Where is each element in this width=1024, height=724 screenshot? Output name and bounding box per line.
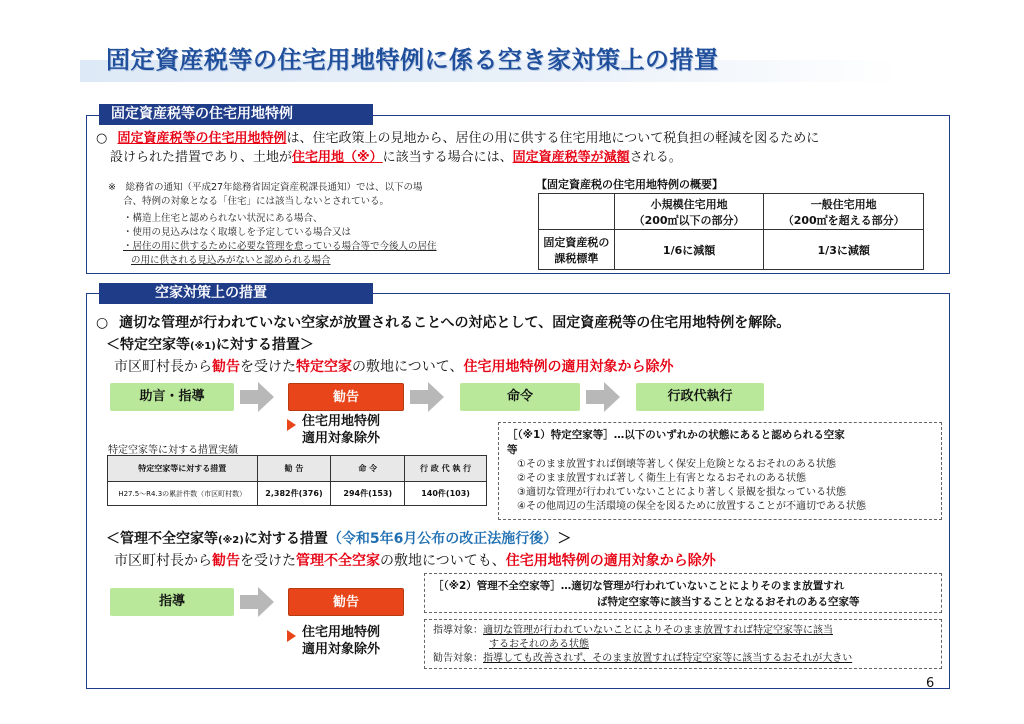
def-item: ④その他周辺の生活環境の保全を図るために放置することが不適切である状態 [517, 501, 866, 512]
stats-cell: H27.5～R4.3の累計件数（市区町村数） [108, 482, 258, 506]
line-highlight-exclude: 住宅用地特例の適用対象から除外 [463, 359, 674, 375]
def-title2: 等 [507, 444, 518, 456]
guidance-label: 勧告対象： [433, 653, 483, 664]
guidance-text: 指導しても改善されず、そのまま放置すれば特定空家等に該当するおそれが大きい [483, 653, 853, 664]
stats-cell: 140件(103) [405, 482, 487, 506]
line-text: 市区町村長から [114, 553, 212, 569]
overview-value-small: 1/6に減額 [614, 230, 764, 270]
flow-step-order: 命令 [460, 383, 580, 411]
kanri-heading [106, 528, 571, 548]
tokutei-heading-ref: (※1) [190, 341, 216, 352]
section1-intro-line1 [96, 130, 819, 148]
line-highlight-kankoku: 勧告 [212, 359, 240, 375]
line-highlight-kanri: 管理不全空家 [296, 553, 380, 569]
flow-step-guidance: 指導 [110, 588, 234, 616]
exclude-line2: 適用対象除外 [302, 431, 381, 446]
bullet: ○ [96, 131, 108, 146]
note-line: の用に供される見込みがないと認められる場合 [131, 255, 331, 266]
overview-col-small-area: （200㎡以下の部分） [633, 213, 745, 227]
intro-highlight-reduced: 固定資産税等が減額 [512, 150, 630, 165]
bullet: ○ [96, 315, 109, 331]
overview-col-general-label: 一般住宅用地 [810, 197, 877, 211]
tokutei-definition-box [498, 422, 942, 520]
guidance-text: 適切な管理が行われていないことによりそのまま放置すれば特定空家等に該当 [483, 625, 833, 636]
pointer-triangle-icon [287, 630, 296, 642]
overview-table [538, 193, 924, 270]
note-line: ・使用の見込みはなく取壊しを予定している場合又は [123, 227, 352, 238]
overview-row-header [539, 230, 615, 270]
flow-step-recommend: 勧告 [288, 588, 404, 616]
exclude-line1: 住宅用地特例 [302, 625, 381, 640]
intro-text: は、住宅政策上の見地から、居住の用に供する住宅用地について税負担の軽減を図るために [286, 131, 820, 146]
overview-col-small [614, 194, 764, 230]
stats-cell: 294件(153) [331, 482, 405, 506]
overview-col-general-area: （200㎡を超える部分） [782, 213, 905, 227]
def-item: ①そのまま放置すれば倒壊等著しく保安上危険となるおそれのある状態 [517, 459, 836, 470]
guidance-line2: するおそれのある状態 [489, 639, 589, 650]
kanri-heading-close: ＞ [557, 531, 572, 547]
def-item: ②そのまま放置すれば著しく衛生上有害となるおそれのある状態 [517, 473, 806, 484]
flow-arrow-head [604, 382, 620, 412]
line-highlight-kankoku: 勧告 [212, 553, 240, 569]
kanri-exclude-note [302, 624, 380, 658]
intro-text: 設けられた措置であり、土地が [110, 150, 293, 165]
kanri-guidance-box [424, 619, 942, 669]
line-text: 市区町村長から [114, 359, 212, 375]
section-housing-land-special-tab: 固定資産税等の住宅用地特例 [99, 104, 373, 125]
flow-arrow [240, 390, 260, 404]
tokutei-heading-text: ＜特定空家等 [106, 337, 190, 353]
tokutei-line [114, 356, 673, 376]
stats-caption: 特定空家等に対する措置実績 [108, 445, 238, 456]
overview-row-label2: 課税標準 [554, 251, 599, 265]
kanri-heading-ref: (※2) [218, 535, 244, 546]
note-line: 合、特例の対象となる「住宅」には該当しないとされている。 [123, 196, 390, 207]
stats-header: 特定空家等に対する措置 [108, 456, 258, 482]
kanri-def-line2: ば特定空家等に該当することとなるおそれのある空家等 [597, 596, 860, 608]
kanri-heading-text: ＜管理不全空家等 [106, 531, 218, 547]
kanri-line [114, 550, 716, 570]
overview-col-small-label: 小規模住宅用地 [650, 197, 728, 211]
flow-arrow [410, 390, 430, 404]
line-text: を受けた [240, 359, 296, 375]
flow-step-advice: 助言・指導 [110, 383, 234, 411]
line-text: を受けた [240, 553, 296, 569]
pointer-triangle-icon [287, 419, 296, 431]
lead-text: 適切な管理が行われていない空家が放置されることへの対応として、固定資産税等の住宅用地特例を解除。 [119, 315, 791, 331]
page-title: 固定資産税等の住宅用地特例に係る空き家対策上の措置 [106, 46, 719, 74]
stats-table [107, 455, 487, 506]
line-text: の敷地についても、 [380, 553, 506, 569]
section-vacant-house-measures-tab: 空家対策上の措置 [99, 283, 373, 304]
exclude-line1: 住宅用地特例 [302, 414, 381, 429]
def-title: ［（※1）特定空家等］…以下のいずれかの状態にあると認められる空家 [507, 429, 845, 441]
stats-header: 行 政 代 執 行 [405, 456, 487, 482]
flow-step-execution: 行政代執行 [636, 383, 764, 411]
section1-intro-line2 [110, 149, 682, 167]
guidance-line1 [433, 624, 833, 638]
tokutei-exclude-note [302, 413, 380, 447]
note-line: ※ 総務省の通知（平成27年総務省固定資産税課長通知）では、以下の場 [108, 182, 423, 193]
kanri-heading-effective: （令和5年6月公布の改正法施行後） [327, 531, 558, 547]
flow-step-recommend: 勧告 [288, 383, 404, 411]
overview-caption: 【固定資産税の住宅用地特例の概要】 [536, 178, 723, 191]
note-line: ・居住の用に供するために必要な管理を怠っている場合等で今後人の居住 [123, 241, 437, 252]
line-text: の敷地について、 [352, 359, 464, 375]
line-highlight-exclude: 住宅用地特例の適用対象から除外 [505, 553, 716, 569]
flow-arrow-head [258, 382, 274, 412]
intro-highlight-housing-land: 住宅用地（※） [292, 150, 383, 165]
intro-text: に該当する場合には、 [382, 150, 513, 165]
intro-text: される。 [629, 150, 682, 165]
kanri-definition-box [424, 573, 942, 613]
def-item: ③適切な管理が行われていないことにより著しく景観を損なっている状態 [517, 487, 846, 498]
intro-highlight-special: 固定資産税等の住宅用地特例 [117, 131, 287, 146]
section2-lead [96, 312, 790, 332]
page-number: 6 [926, 676, 935, 691]
overview-value-general: 1/3に減額 [764, 230, 924, 270]
guidance-line3 [433, 652, 852, 666]
stats-cell: 2,382件(376) [257, 482, 331, 506]
flow-arrow-head [428, 382, 444, 412]
flow-arrow [586, 390, 606, 404]
line-highlight-tokutei: 特定空家 [296, 359, 352, 375]
tokutei-heading [106, 334, 314, 354]
overview-col-general [764, 194, 924, 230]
guidance-label: 指導対象： [433, 625, 483, 636]
note-line: ・構造上住宅と認められない状況にある場合、 [123, 213, 323, 224]
overview-corner-cell [539, 194, 615, 230]
tokutei-heading-text2: に対する措置＞ [215, 337, 314, 353]
overview-row-label: 固定資産税の [543, 235, 610, 249]
flow-arrow-head [258, 587, 274, 617]
stats-header: 命 令 [331, 456, 405, 482]
flow-arrow [240, 595, 260, 609]
stats-header: 勧 告 [257, 456, 331, 482]
kanri-def-line1: ［（※2）管理不全空家等］…適切な管理が行われていないことによりそのまま放置すれ [433, 580, 845, 592]
kanri-heading-text2: に対する措置 [243, 531, 328, 547]
exclude-line2: 適用対象除外 [302, 642, 381, 657]
